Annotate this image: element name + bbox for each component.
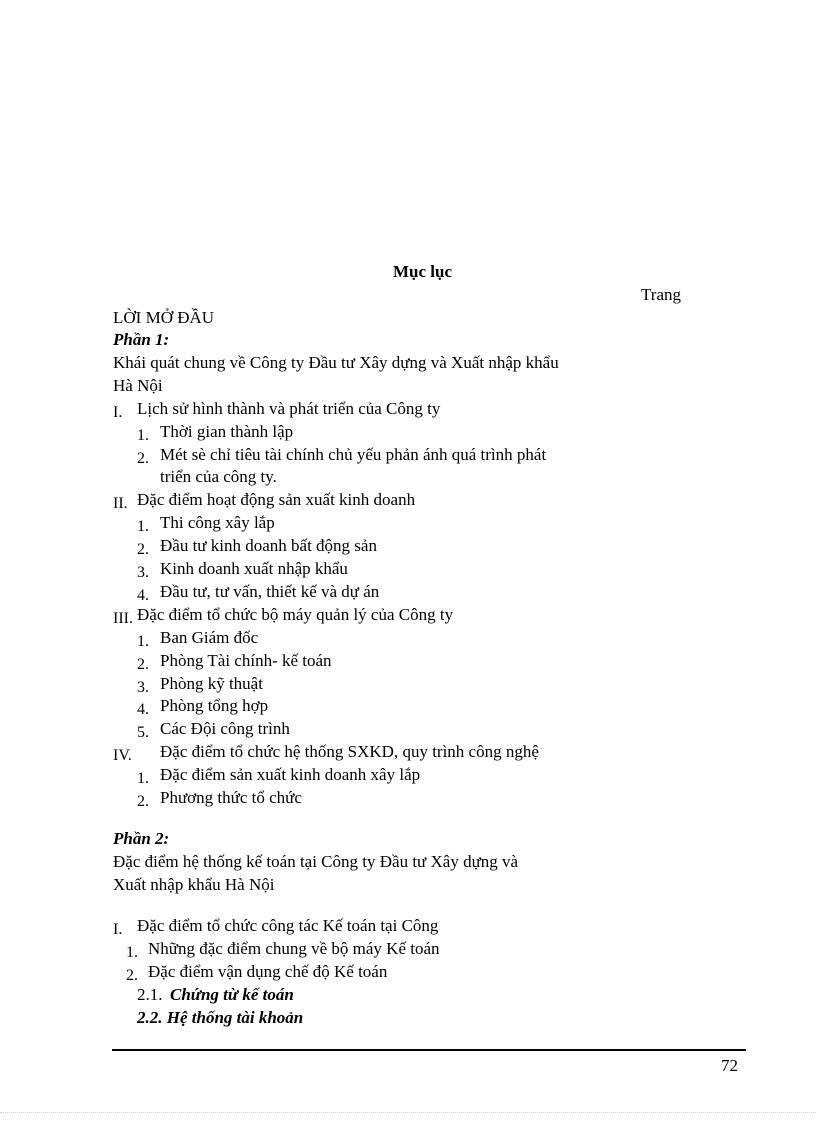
part1-heading-cont: Hà Nội (113, 376, 163, 395)
sub-item: Chứng từ kế toán (170, 985, 294, 1004)
section-title: Đặc điểm tổ chức hệ thống SXKD, quy trình công nghệ (160, 742, 539, 761)
section-title: Đặc điểm tổ chức công tác Kế toán tại Công (137, 916, 439, 935)
toc-item: Những đặc điểm chung về bộ máy Kế toán (148, 939, 440, 958)
toc-item: Đầu tư, tư vấn, thiết kế và dự án (160, 582, 380, 601)
page-edge (0, 1112, 816, 1114)
section-title: Đặc điểm hoạt động sản xuất kinh doanh (137, 490, 416, 509)
toc-item: Đặc điểm vận dụng chế độ Kế toán (148, 962, 388, 981)
toc-item: Phòng tổng hợp (160, 696, 269, 715)
toc-item: Kinh doanh xuất nhập khẩu (160, 559, 348, 578)
toc-item: Đầu tư kinh doanh bất động sản (160, 536, 377, 555)
part1-label: Phần 1: (113, 330, 170, 349)
toc-item: Phương thức tổ chức (160, 788, 302, 807)
item-number: 2. (137, 541, 149, 558)
toc-item: Đặc điểm sản xuất kinh doanh xây lắp (160, 765, 421, 784)
sub-item: 2.2. Hệ thống tài khoản (137, 1008, 304, 1027)
part1-heading: Khái quát chung về Công ty Đầu tư Xây dựng và Xuất nhập khẩu (113, 353, 559, 372)
section-number: IV. (113, 747, 132, 764)
item-number: 5. (137, 724, 149, 741)
toc-item: Thời gian thành lập (160, 422, 294, 441)
item-number: 1. (137, 518, 149, 535)
part2-heading: Đặc điểm hệ thống kế toán tại Công ty Đầu tư Xây dựng và (113, 852, 519, 871)
toc-item: Mét sè chỉ tiêu tài chính chủ yếu phản ánh quá trình phát (160, 445, 547, 464)
item-number: 2. (137, 656, 149, 673)
item-number: 2. (137, 793, 149, 810)
item-number: 4. (137, 701, 149, 718)
toc-entry-intro: LỜI MỞ ĐẦU (113, 308, 215, 327)
sub-item-number: 2.1. (137, 985, 163, 1004)
item-number: 4. (137, 587, 149, 604)
item-number: 2. (137, 450, 149, 467)
section-number: I. (113, 404, 123, 421)
item-number: 1. (126, 944, 138, 961)
page-number: 72 (721, 1056, 738, 1075)
section-title: Đặc điểm tổ chức bộ máy quản lý của Công ty (137, 605, 454, 624)
item-number: 3. (137, 564, 149, 581)
page-column-label: Trang (641, 285, 681, 304)
part2-label: Phần 2: (113, 829, 170, 848)
footer-rule (112, 1049, 746, 1051)
section-number: II. (113, 495, 128, 512)
section-number: III. (113, 610, 133, 627)
toc-title: Mục lục (393, 262, 453, 281)
item-number: 1. (137, 770, 149, 787)
item-number: 3. (137, 679, 149, 696)
toc-item: Thi công xây lắp (160, 513, 275, 532)
toc-item: Phòng kỹ thuật (160, 674, 263, 693)
item-number: 1. (137, 633, 149, 650)
toc-item-cont: triển của công ty. (160, 467, 277, 486)
toc-item: Các Đội công trình (160, 719, 290, 738)
part2-heading-cont: Xuất nhập khẩu Hà Nội (113, 875, 275, 894)
item-number: 2. (126, 967, 138, 984)
toc-item: Phòng Tài chính- kế toán (160, 651, 332, 670)
item-number: 1. (137, 427, 149, 444)
section-number: I. (113, 921, 123, 938)
section-title: Lịch sử hình thành và phát triển của Công ty (137, 399, 441, 418)
toc-item: Ban Giám đốc (160, 628, 259, 647)
